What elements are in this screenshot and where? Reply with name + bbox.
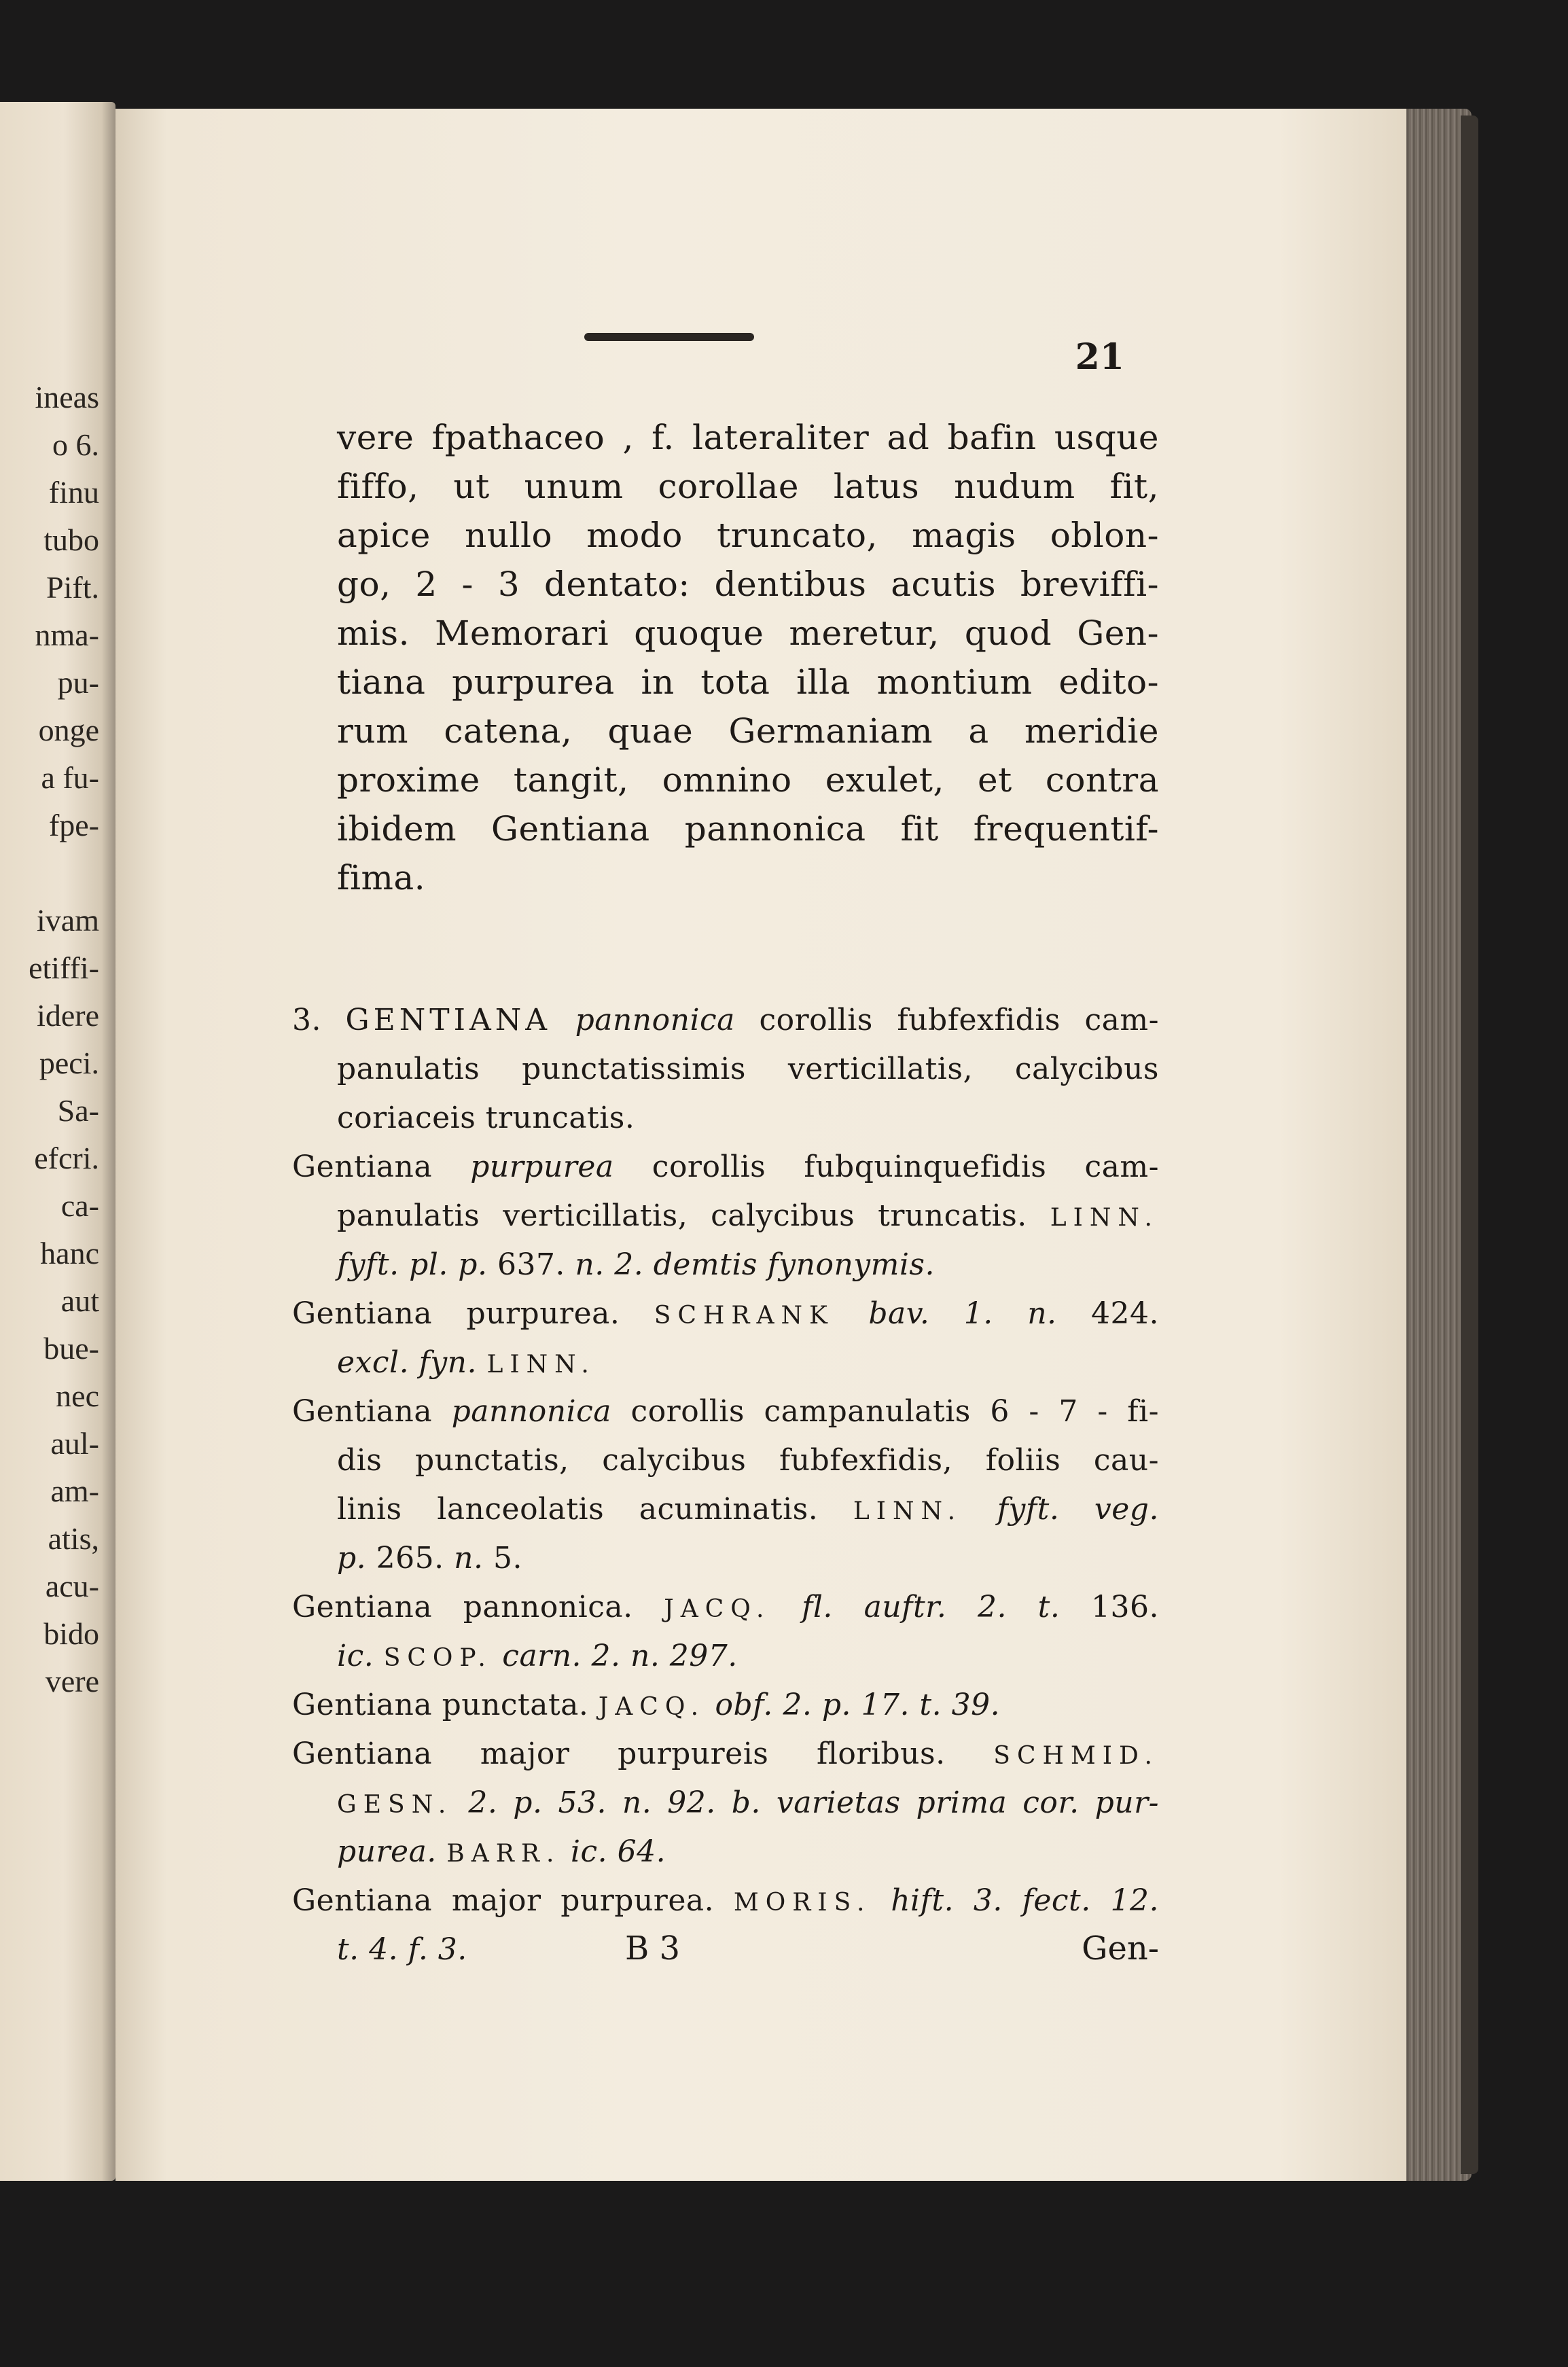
synonym-text: corollis fubquinquefidis cam- [652, 1150, 1159, 1184]
synonym-line [337, 1241, 1159, 1289]
author-name: SCHRANK [654, 1302, 834, 1330]
citation: ic. 64. [570, 1834, 666, 1869]
citation: 2. p. 53. n. 92. b. [468, 1785, 761, 1820]
previous-page-fragment: atis, [48, 1521, 99, 1556]
previous-page-fragment: aul- [50, 1426, 99, 1461]
page-number: 21 [1075, 336, 1124, 378]
text-line: rum catena, quae Germaniam a meridie [337, 711, 1159, 751]
synonym-text: panulatis verticillatis, calycibus truncatis. [337, 1198, 1027, 1233]
author-name: SCOP. [383, 1644, 493, 1672]
text-line: fima. [337, 858, 426, 897]
synonym-line [337, 1338, 1159, 1387]
synonym-line: dis punctatis, calycibus fubfexfidis, foliis cau- [337, 1443, 1159, 1478]
genus-name: GENTIANA [345, 1003, 552, 1037]
synonym-epithet: purpurea [470, 1150, 614, 1184]
synonym-line [337, 1485, 1159, 1534]
previous-page-edge [0, 102, 115, 2181]
author-name: JACQ. [664, 1595, 771, 1623]
previous-page-fragment: tubo [43, 522, 99, 557]
text-line: tiana purpurea in tota illa montium edito- [337, 662, 1159, 702]
synonym-line [292, 1289, 1159, 1338]
diagnosis-text: corollis fubfexfidis cam- [759, 1003, 1159, 1037]
previous-page-fragment [0, 849, 109, 897]
previous-page-fragment: nec [56, 1378, 99, 1413]
author-name: LINN. [1050, 1204, 1159, 1232]
citation: hift. 3. fect. 12. [891, 1883, 1159, 1918]
previous-page-fragment: hanc [40, 1236, 99, 1270]
previous-page-fragment: vere [45, 1664, 99, 1698]
citation-note: varietas prima cor. pur- [776, 1785, 1159, 1820]
text-line: apice nullo modo truncato, magis oblon- [337, 516, 1159, 555]
previous-page-fragment: ivam [37, 903, 99, 938]
entry-number: 3. [292, 1003, 321, 1037]
previous-page-fragment: pu- [57, 665, 99, 700]
citation: carn. 2. n. 297. [502, 1639, 738, 1673]
synonym-line [292, 1143, 1159, 1192]
synonym-text: Gentiana pannonica. [292, 1590, 633, 1624]
citation-note: purea. [337, 1834, 437, 1869]
text-line: fiffo, ut unum corollae latus nudum fit, [337, 467, 1159, 506]
synonym-line [337, 1632, 1159, 1681]
synonym-text: Gentiana major purpurea. [292, 1883, 715, 1918]
synonym-text: Gentiana punctata. [292, 1688, 589, 1722]
synonym-text: Gentiana major purpureis floribus. [292, 1737, 946, 1771]
synonym-line [337, 1192, 1159, 1241]
book-page [115, 109, 1406, 2181]
previous-page-fragment: peci. [39, 1046, 99, 1080]
previous-page-fragment: a fu- [41, 760, 99, 795]
synonym-epithet: pannonica [451, 1394, 611, 1429]
previous-page-fragment: idere [37, 998, 99, 1033]
text-line: go, 2 - 3 dentato: dentibus acutis breviffi- [337, 565, 1159, 604]
synonym-line [337, 1779, 1159, 1828]
synonym-genus: Gentiana [292, 1394, 433, 1429]
author-name: LINN. [853, 1497, 963, 1525]
citation: 136. [1090, 1590, 1159, 1624]
synonym-line [337, 1534, 1159, 1583]
synonym-line [292, 1876, 1159, 1925]
citation: fl. auftr. 2. t. [802, 1590, 1061, 1624]
synonym-text: corollis campanulatis 6 - 7 - fi- [630, 1394, 1159, 1429]
citation: p. [337, 1541, 367, 1576]
synonym-genus: Gentiana [292, 1150, 433, 1184]
citation: fyft. veg. [997, 1492, 1159, 1527]
previous-page-fragment: ineas [35, 380, 99, 414]
text-line: ibidem Gentiana pannonica fit frequentif- [337, 809, 1159, 849]
previous-page-fragment: o 6. [52, 427, 99, 462]
author-name: SCHMID. [993, 1742, 1159, 1770]
synonym-text: linis lanceolatis acuminatis. [337, 1492, 819, 1527]
signature-mark: B 3 [625, 1929, 681, 1968]
synonym-line [292, 1730, 1159, 1779]
previous-page-fragment: fpe- [48, 808, 99, 842]
paragraph-intro [337, 413, 1159, 902]
catchword: Gen- [1082, 1929, 1159, 1968]
author-name: MORIS. [733, 1889, 872, 1917]
citation: 424. [1090, 1296, 1159, 1331]
previous-page-text-fragments [0, 374, 109, 1705]
citation: 637. [497, 1247, 565, 1282]
citation: bav. 1. n. [868, 1296, 1057, 1331]
citation: 5. [493, 1541, 522, 1576]
synonym-line [337, 1828, 1159, 1876]
citation: obf. 2. p. 17. t. 39. [715, 1688, 1001, 1722]
previous-page-fragment: nma- [35, 618, 99, 652]
previous-page-fragment: finu [48, 475, 99, 510]
diagnosis-line: panulatis punctatissimis verticillatis, calycibus [337, 1052, 1159, 1086]
citation: n. [454, 1541, 484, 1576]
synonym-text: Gentiana purpurea. [292, 1296, 620, 1331]
previous-page-fragment: onge [38, 713, 99, 747]
previous-page-fragment: etiffi- [29, 950, 99, 985]
synonym-line [292, 1681, 1159, 1730]
previous-page-fragment: ca- [60, 1188, 99, 1223]
citation-note: demtis fynonymis. [653, 1247, 935, 1282]
previous-page-fragment: efcri. [34, 1141, 99, 1175]
author-name: BARR. [446, 1840, 561, 1868]
text-line: mis. Memorari quoque meretur, quod Gen- [337, 613, 1159, 653]
book-cover-edge [1461, 115, 1478, 2174]
citation: n. 2. [575, 1247, 644, 1282]
text-line: vere fpathaceo , f. lateraliter ad bafin usque [337, 418, 1159, 457]
previous-page-fragment: aut [60, 1283, 99, 1318]
synonym-line [292, 1583, 1159, 1632]
author-name: LINN. [486, 1351, 596, 1378]
author-name: GESN. [337, 1791, 453, 1819]
previous-page-fragment: bido [43, 1616, 99, 1651]
entry-heading-line [292, 996, 1159, 1045]
previous-page-fragment: bue- [43, 1331, 99, 1366]
previous-page-fragment: acu- [45, 1569, 99, 1603]
diagnosis-line: coriaceis truncatis. [337, 1101, 635, 1135]
species-entry-3 [292, 996, 1159, 1974]
previous-page-fragment: Pift. [46, 570, 99, 605]
header-rule [584, 333, 754, 341]
species-name: pannonica [575, 1003, 735, 1037]
citation: 265. [376, 1541, 444, 1576]
text-line: proxime tangit, omnino exulet, et contra [337, 760, 1159, 800]
citation: ic. [337, 1639, 374, 1673]
citation: fyft. pl. p. [337, 1247, 488, 1282]
synonym-line: t. 4. f. 3. [337, 1932, 467, 1967]
synonym-line [292, 1387, 1159, 1436]
author-name: JACQ. [598, 1693, 706, 1721]
previous-page-fragment: am- [50, 1474, 99, 1508]
previous-page-fragment: Sa- [57, 1093, 99, 1128]
citation-note: excl. fyn. [337, 1345, 478, 1380]
